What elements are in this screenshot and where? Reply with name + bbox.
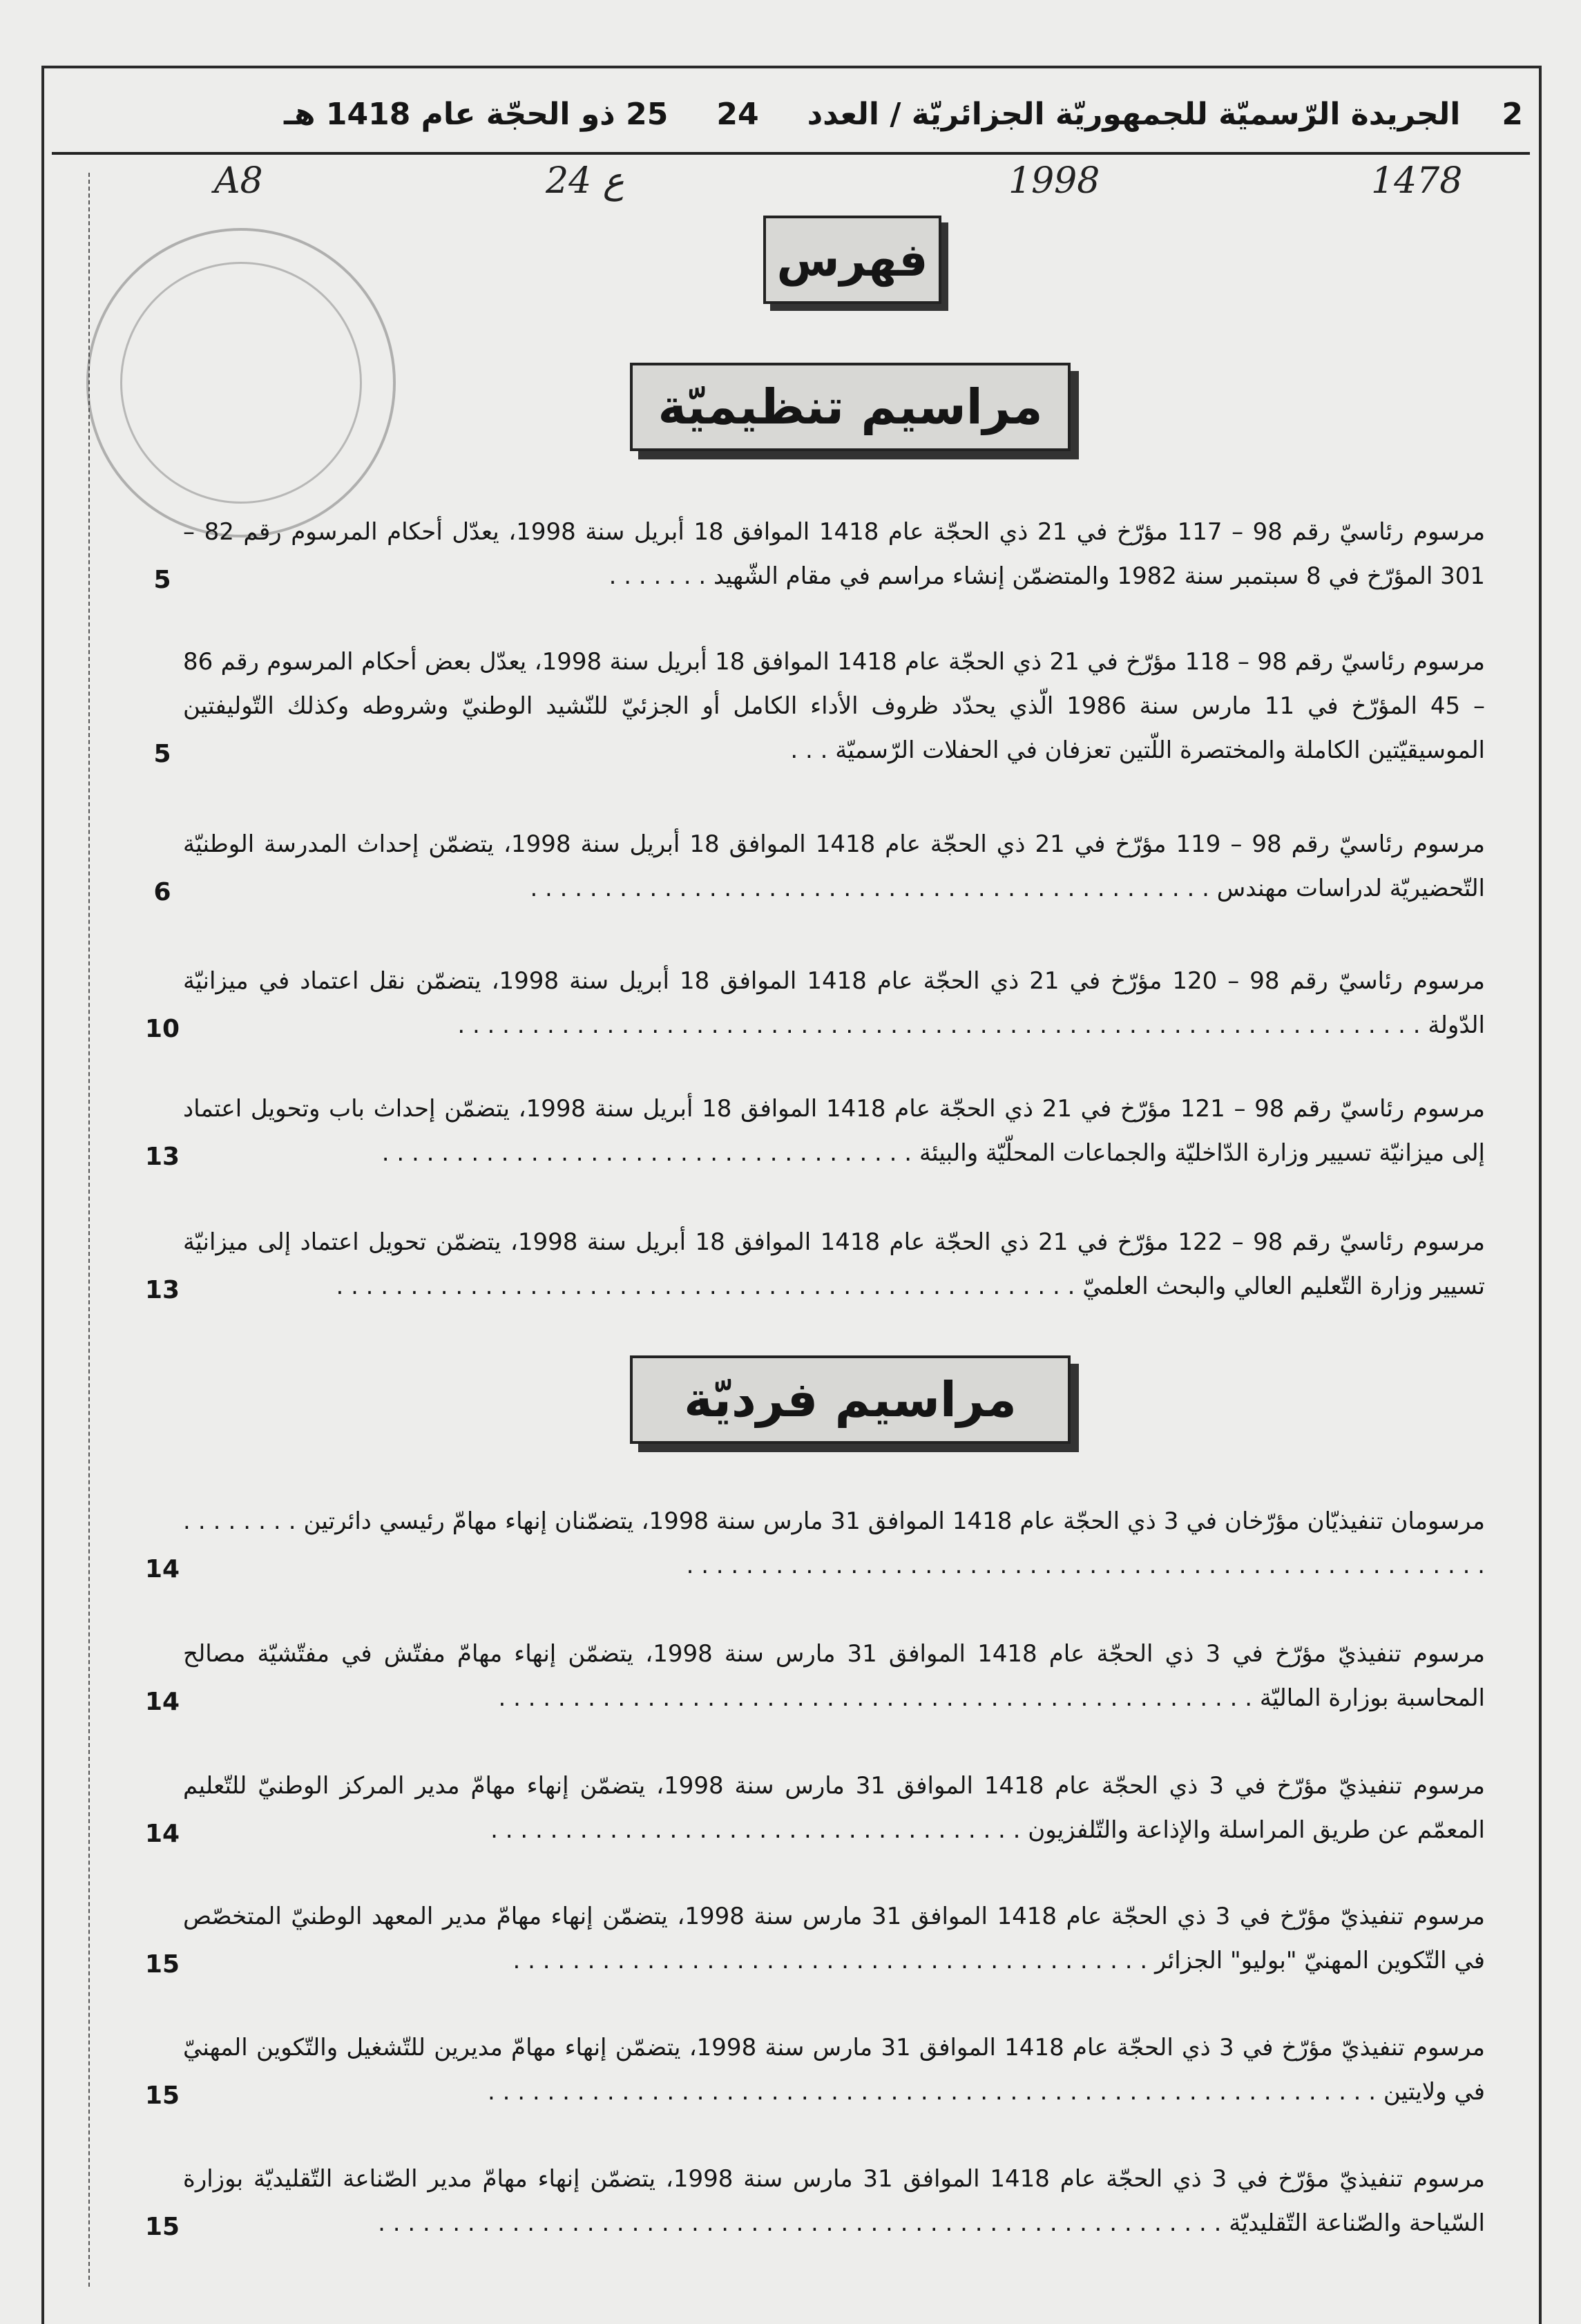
journal-title: الجريدة الرّسميّة للجمهوريّة الجزائريّة / العدد bbox=[807, 96, 1461, 132]
index-entry[interactable] bbox=[104, 1894, 1485, 1983]
entry-text: مرسوم رئاسيّ رقم 98 – 118 مؤرّخ في 21 ذي الحجّة عام 1418 الموافق 18 أبريل سنة 1998، يعدّل بعض أحكام المرسوم رقم 86 – 45 المؤرّخ في 11 مارس سنة 1986 الّذي يحدّد ظروف الأداء الكامل أو الجزئيّ للنّشيد الوطنيّ وشروطه وكذلك التّوليفتين الموسيقيّتين الكاملة والمختصرة اللّتين تعزفان في الحفلات الرّسميّة . . . bbox=[183, 648, 1486, 764]
entry-page-number: 5 bbox=[153, 740, 171, 768]
index-entry[interactable] bbox=[104, 1764, 1485, 1852]
margin-rule bbox=[88, 173, 90, 2287]
handwritten-note: 1478 bbox=[1371, 160, 1463, 202]
entry-page-number: 13 bbox=[144, 1276, 180, 1304]
entry-page-number: 15 bbox=[144, 2082, 180, 2110]
index-entry[interactable] bbox=[104, 1220, 1485, 1308]
entry-page-number: 5 bbox=[153, 566, 171, 594]
page-number: 2 bbox=[1502, 96, 1523, 132]
entry-page-number: 10 bbox=[144, 1015, 180, 1043]
index-entry[interactable] bbox=[104, 1499, 1485, 1588]
entry-page-number: 14 bbox=[144, 1688, 180, 1716]
index-entry[interactable] bbox=[104, 959, 1485, 1047]
index-entry[interactable] bbox=[104, 1087, 1485, 1175]
entry-text: مرسوم رئاسيّ رقم 98 – 122 مؤرّخ في 21 ذي الحجّة عام 1418 الموافق 18 أبريل سنة 1998، يتضمّن تحويل اعتماد إلى ميزانيّة تسيير وزارة التّعليم العالي والبحث العلميّ . . . . . . . . . . . . . . . . . . . . . . . . . . . . . . . . . . . . . . . . . . . . . . . . . . bbox=[183, 1228, 1485, 1300]
index-entry[interactable] bbox=[104, 510, 1485, 598]
library-stamp bbox=[86, 228, 396, 537]
section-title-individual: مراسيم فرديّة bbox=[630, 1355, 1071, 1444]
index-entry[interactable] bbox=[104, 1632, 1485, 1720]
entry-page-number: 15 bbox=[144, 1950, 180, 1979]
header-date: 25 ذو الحجّة عام 1418 هـ bbox=[284, 96, 669, 132]
entry-page-number: 14 bbox=[144, 1555, 180, 1583]
index-entry[interactable] bbox=[104, 640, 1485, 772]
entry-text: مرسوم رئاسيّ رقم 98 – 117 مؤرّخ في 21 ذي الحجّة عام 1418 الموافق 18 أبريل سنة 1998، يعدّل أحكام المرسوم رقم 82 – 301 المؤرّخ في 8 سبتمبر سنة 1982 والمتضمّن إنشاء مراسم في مقام الشّهيد . . . . . . . bbox=[183, 518, 1486, 590]
entry-text: مرسوم تنفيذيّ مؤرّخ في 3 ذي الحجّة عام 1418 الموافق 31 مارس سنة 1998، يتضمّن إنهاء مهامّ مدير المركز الوطنيّ للتّعليم المعمّم عن طريق المراسلة والإذاعة والتّلفزيون . . . . . . . . . . . . . . . . . . . . . . . . . . . . . . . . . . . . bbox=[183, 1772, 1485, 1844]
entry-page-number: 13 bbox=[144, 1143, 180, 1171]
entry-text: مرسوم تنفيذيّ مؤرّخ في 3 ذي الحجّة عام 1418 الموافق 31 مارس سنة 1998، يتضمّن إنهاء مهامّ مفتّش في مفتّشيّة مصالح المحاسبة بوزارة الماليّة . . . . . . . . . . . . . . . . . . . . . . . . . . . . . . . . . . . . . . . . . . . . . . . . . . . bbox=[183, 1640, 1486, 1712]
handwritten-note: A8 bbox=[214, 160, 263, 202]
entry-page-number: 6 bbox=[153, 878, 171, 906]
index-entry[interactable] bbox=[104, 2157, 1485, 2245]
handwritten-note: 1998 bbox=[1008, 160, 1100, 202]
index-entry[interactable] bbox=[104, 822, 1485, 911]
entry-text: مرسوم تنفيذيّ مؤرّخ في 3 ذي الحجّة عام 1418 الموافق 31 مارس سنة 1998، يتضمّن إنهاء مهامّ مدير الصّناعة التّقليديّة بوزارة السّياحة والصّناعة التّقليديّة . . . . . . . . . . . . . . . . . . . . . . . . . . . . . . . . . . . . . . . . . . . . . . . . . . . . . . . . . bbox=[183, 2165, 1485, 2237]
page-header bbox=[52, 76, 1530, 155]
entry-text: مرسوم تنفيذيّ مؤرّخ في 3 ذي الحجّة عام 1418 الموافق 31 مارس سنة 1998، يتضمّن إنهاء مهامّ مديرين للتّشغيل والتّكوين المهنيّ في ولايتين . . . . . . . . . . . . . . . . . . . . . . . . . . . . . . . . . . . . . . . . . . . . . . . . . . . . . . . . . . . . bbox=[183, 2034, 1485, 2106]
index-title: فهرس bbox=[763, 216, 941, 304]
entry-text: مرسوم رئاسيّ رقم 98 – 119 مؤرّخ في 21 ذي الحجّة عام 1418 الموافق 18 أبريل سنة 1998، يتضمّن إحداث المدرسة الوطنيّة التّحضيريّة لدراسات مهندس . . . . . . . . . . . . . . . . . . . . . . . . . . . . . . . . . . . . . . . . . . . . . . bbox=[183, 830, 1486, 902]
entry-page-number: 15 bbox=[144, 2213, 180, 2241]
entry-text: مرسوم رئاسيّ رقم 98 – 120 مؤرّخ في 21 ذي الحجّة عام 1418 الموافق 18 أبريل سنة 1998، يتضمّن نقل اعتماد في ميزانيّة الدّولة . . . . . . . . . . . . . . . . . . . . . . . . . . . . . . . . . . . . . . . . . . . . . . . . . . . . . . . . . . . . . . . . . bbox=[183, 967, 1486, 1039]
index-entry[interactable] bbox=[104, 2026, 1485, 2114]
entry-page-number: 14 bbox=[144, 1820, 180, 1848]
issue-number: 24 bbox=[716, 96, 759, 132]
entry-text: مرسوم تنفيذيّ مؤرّخ في 3 ذي الحجّة عام 1418 الموافق 31 مارس سنة 1998، يتضمّن إنهاء مهامّ مدير المعهد الوطنيّ المتخصّص في التّكوين المهنيّ "بوليو" الجزائر . . . . . . . . . . . . . . . . . . . . . . . . . . . . . . . . . . . . . . . . . . . bbox=[183, 1903, 1485, 1974]
handwritten-note: ع 24 bbox=[546, 160, 624, 202]
section-title-regulatory: مراسيم تنظيميّة bbox=[630, 363, 1071, 451]
entry-text: مرسومان تنفيذيّان مؤرّخان في 3 ذي الحجّة عام 1418 الموافق 31 مارس سنة 1998، يتضمّنان إنهاء مهامّ رئيسي دائرتين . . . . . . . . . . . . . . . . . . . . . . . . . . . . . . . . . . . . . . . . . . . . . . . . . . . . . . . . . . . . . . bbox=[183, 1507, 1486, 1579]
entry-text: مرسوم رئاسيّ رقم 98 – 121 مؤرّخ في 21 ذي الحجّة عام 1418 الموافق 18 أبريل سنة 1998، يتضمّن إحداث باب وتحويل اعتماد إلى ميزانيّة تسيير وزارة الدّاخليّة والجماعات المحلّيّة والبيئة . . . . . . . . . . . . . . . . . . . . . . . . . . . . . . . . . . . . bbox=[183, 1095, 1486, 1167]
